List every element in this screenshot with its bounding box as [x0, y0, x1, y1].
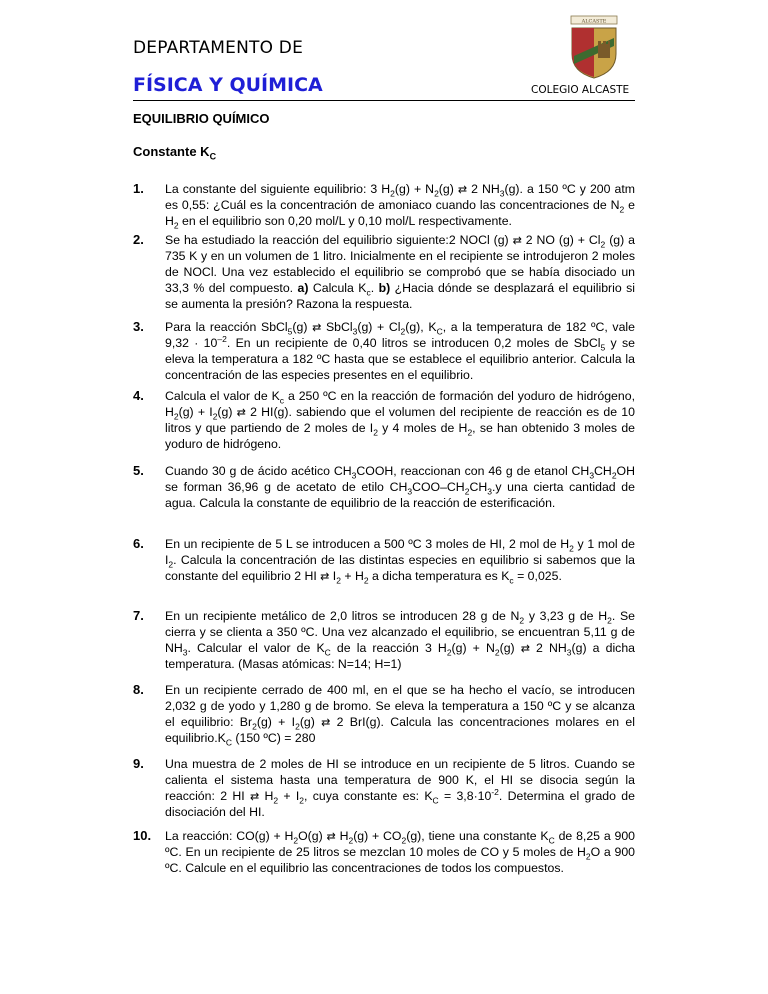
question-4 — [133, 388, 635, 452]
question-number: 7. — [133, 608, 144, 623]
question-text: La constante del siguiente equilibrio: 3 $H_2(g) + N_2(g)$ ⇄ 2 $NH_3(g)$. a 150 ºC y 200 atm es 0,55: ¿Cuál es la concentración de amoniaco cuando las concentraciones de $N_2$ e $H_2$ en el equilibrio son 0,20 mol/L y 0,10 mol/L respectivamente. — [165, 182, 635, 231]
crest-label: ALCASTE — [581, 18, 607, 25]
question-text: Una muestra de 2 moles de HI se introduce en un recipiente de 5 litros. Cuando se calienta el sistema hasta una temperatura de 900 K, el HI se disocia según la reacción: 2 HI ⇄ $H_2 + I_2$, cuya constante es: $K_C = 3,8\cdot 10^{-2}$. Determina el grado de disociación del HI. — [165, 757, 635, 819]
question-7 — [133, 608, 635, 672]
question-text: En un recipiente de 5 L se introducen a 500 ºC 3 moles de HI, 2 mol de $H_2$ y 1 mol de $I_2$. Calcula la concentración de las distintas especies en equilibrio si sabemos que la constante del equilibrio 2 HI ⇄ $I_2 + H_2$ a dicha temperatura es $K_c = 0,025$. — [165, 537, 635, 586]
question-number: 4. — [133, 388, 144, 403]
school-crest-icon — [569, 14, 619, 80]
school-name: COLEGIO ALCASTE — [531, 84, 630, 96]
document-subtitle: Constante $K_C$ — [133, 144, 217, 162]
question-text: Se ha estudiado la reacción del equilibrio siguiente:2 NOCl (g) ⇄ 2 NO $(g) + Cl_2$ (g) a 735 K y en un volumen de 1 litro. Inicialmente en el recipiente se introdujeron 2 moles de NOCl. Una vez establecido el equilibrio se comprobó que se había disociado un 33,3 % del compuesto. a) Calcula $K_c$. b) ¿Hacia dónde se desplazará el equilibrio si se aumenta la presión? Razona la respuesta. — [165, 233, 636, 311]
question-text: Calcula el valor de $K_c$ a 250 ºC en la reacción de formación del yoduro de hidrógeno, $H_2(g) + I_2(g)$ ⇄ 2 HI(g). sabiendo que el volumen del recipiente de reacción es de 10 litros y que partiendo de 2 moles de $I_2$ y 4 moles de $H_2$, se han obtenido 3 moles de yoduro de hidrógeno. — [165, 389, 635, 451]
question-number: 10. — [133, 828, 152, 843]
question-number: 8. — [133, 682, 144, 697]
question-3 — [133, 319, 635, 383]
department-label: DEPARTAMENTO DE — [133, 38, 304, 58]
question-6 — [133, 536, 635, 584]
question-9 — [133, 756, 635, 820]
question-8 — [133, 682, 635, 746]
question-1 — [133, 181, 635, 229]
question-number: 3. — [133, 319, 144, 334]
question-text: En un recipiente cerrado de 400 ml, en el que se ha hecho el vacío, se introducen 2,032 g de yodo y 1,280 g de bromo. Se eleva la temperatura a 150 ºC y se alcanza el equilibrio: $Br_2(g) + I_2(g)$ ⇄ 2 BrI(g). Calcula las concentraciones molares en el $equilibrio.K_C$ (150 ºC) = 280 — [165, 683, 635, 748]
question-number: 2. — [133, 232, 144, 247]
question-text: La reacción: $CO(g) + H_2O(g)$ ⇄ $H_2(g) + CO_2(g)$, tiene una constante $K_C$ de 8,25 a 900 ºC. En un recipiente de 25 litros se mezclan 10 moles de CO y 5 moles de $H_2O$ a 900 ºC. Calcule en el equilibrio las concentraciones de todos los compuestos. — [165, 829, 636, 875]
question-10 — [133, 828, 635, 876]
question-5 — [133, 463, 635, 511]
header-rule — [133, 100, 635, 101]
document-title: EQUILIBRIO QUÍMICO — [133, 111, 270, 126]
subject-title: FÍSICA Y QUÍMICA — [133, 74, 323, 96]
question-number: 9. — [133, 756, 144, 771]
question-2 — [133, 232, 635, 312]
question-number: 1. — [133, 181, 144, 196]
question-text: Para la reacción SbCl$_5$(g) ⇄ SbCl$_3$(g) + $Cl_2(g)$, $K_C$, a la temperatura de 182 ºC, vale $9,32 \cdot 10^{-2}$. En un recipiente de 0,40 litros se introducen 0,2 moles de SbCl$_5$ y se eleva la temperatura a 182 ºC hasta que se establece el equilibrio anterior. Calcula la concentración de las especies presentes en el equilibrio. — [165, 320, 635, 382]
question-number: 6. — [133, 536, 144, 551]
question-number: 5. — [133, 463, 144, 478]
question-text: En un recipiente metálico de 2,0 litros se introducen 28 g de $N_2$ y 3,23 g de $H_2$. Se cierra y se clienta a 350 ºC. Una vez alcanzado el equilibrio, se encuentran 5,11 g de $NH_3$. Calcular el valor de $K_C$ de la reacción 3 $H_2(g) + N_2(g)$ ⇄ 2 $NH_3(g)$ a dicha temperatura. (Masas atómicas: N=14; H=1) — [165, 609, 635, 671]
question-text: Cuando 30 g de ácido acético $CH_3COOH$, reaccionan con 46 g de etanol $CH_3CH_2OH$ se forman 36,96 g de acetato de etilo $CH_3COO-CH_2CH_3.y$ una cierta cantidad de agua. Calcula la constante de equilibrio de la reacción de esterificación. — [165, 464, 635, 510]
